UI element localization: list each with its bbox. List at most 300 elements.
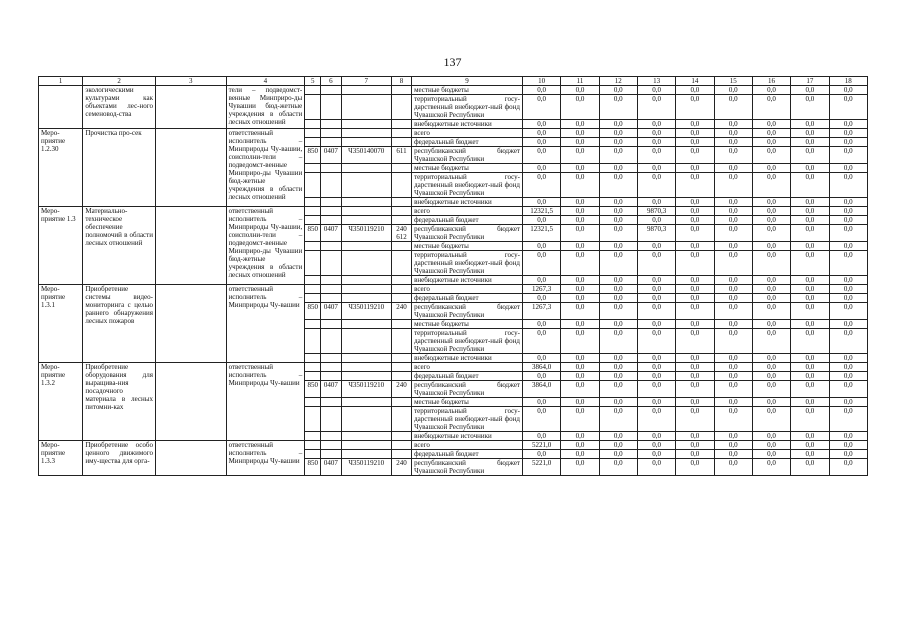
grbs-code-cell: [305, 207, 321, 216]
value-cell-year-12: 0,0: [599, 164, 637, 173]
expense-group-cell: [391, 285, 411, 294]
value-cell-year-10: 0,0: [523, 294, 561, 303]
funding-source-cell: внебюджетные источники: [412, 354, 523, 363]
target-article-cell: [341, 207, 391, 216]
value-cell-year-13: 0,0: [637, 216, 675, 225]
funding-source-cell: федеральный бюджет: [412, 294, 523, 303]
expense-group-cell: [391, 276, 411, 285]
value-cell-year-14: 0,0: [676, 216, 714, 225]
column-number-16: 16: [752, 77, 790, 86]
value-cell-year-15: 0,0: [714, 276, 752, 285]
grbs-code-cell: [305, 120, 321, 129]
value-cell-year-11: 0,0: [561, 216, 599, 225]
value-cell-year-11: 0,0: [561, 129, 599, 138]
value-cell-year-13: 0,0: [637, 147, 675, 164]
value-cell-year-15: 0,0: [714, 164, 752, 173]
program-link-cell: [155, 363, 226, 441]
value-cell-year-15: 0,0: [714, 320, 752, 329]
table-row: [39, 441, 868, 450]
value-cell-year-18: 0,0: [829, 329, 868, 354]
funding-source-cell: всего: [412, 285, 523, 294]
grbs-code-cell: [305, 86, 321, 95]
value-cell-year-10: 0,0: [523, 251, 561, 276]
value-cell-year-13: 0,0: [637, 95, 675, 120]
section-code-cell: [321, 432, 341, 441]
target-article-cell: [341, 372, 391, 381]
value-cell-year-15: 0,0: [714, 225, 752, 242]
section-code-cell: [321, 95, 341, 120]
value-cell-year-12: 0,0: [599, 407, 637, 432]
value-cell-year-13: 0,0: [637, 398, 675, 407]
value-cell-year-12: 0,0: [599, 441, 637, 450]
value-cell-year-11: 0,0: [561, 354, 599, 363]
value-cell-year-16: 0,0: [752, 407, 790, 432]
value-cell-year-13: 0,0: [637, 164, 675, 173]
value-cell-year-13: 0,0: [637, 450, 675, 459]
expense-group-cell: 611: [391, 147, 411, 164]
expense-group-cell: [391, 450, 411, 459]
value-cell-year-17: 0,0: [791, 459, 829, 476]
grbs-code-cell: [305, 450, 321, 459]
responsible-executor-cell: ответственный исполнитель – Минприроды Чу-вашии, соисполни-тели – подведомст-венные Минприро-ды Чувашии бюд-жетные учреждения в области лесных отношений: [226, 129, 305, 207]
value-cell-year-10: 0,0: [523, 95, 561, 120]
grbs-code-cell: [305, 363, 321, 372]
value-cell-year-16: 0,0: [752, 363, 790, 372]
value-cell-year-14: 0,0: [676, 198, 714, 207]
value-cell-year-16: 0,0: [752, 450, 790, 459]
value-cell-year-17: 0,0: [791, 129, 829, 138]
grbs-code-cell: [305, 216, 321, 225]
value-cell-year-11: 0,0: [561, 95, 599, 120]
target-article-cell: Ч350119210: [341, 381, 391, 398]
value-cell-year-15: 0,0: [714, 398, 752, 407]
value-cell-year-11: 0,0: [561, 432, 599, 441]
section-code-cell: [321, 450, 341, 459]
value-cell-year-10: 0,0: [523, 329, 561, 354]
value-cell-year-18: 0,0: [829, 225, 868, 242]
value-cell-year-10: 0,0: [523, 129, 561, 138]
target-article-cell: [341, 398, 391, 407]
value-cell-year-17: 0,0: [791, 95, 829, 120]
value-cell-year-12: 0,0: [599, 207, 637, 216]
section-code-cell: [321, 242, 341, 251]
funding-source-cell: внебюджетные источники: [412, 276, 523, 285]
value-cell-year-12: 0,0: [599, 285, 637, 294]
expense-group-cell: [391, 138, 411, 147]
grbs-code-cell: [305, 251, 321, 276]
value-cell-year-15: 0,0: [714, 120, 752, 129]
value-cell-year-13: 9870,3: [637, 225, 675, 242]
value-cell-year-11: 0,0: [561, 407, 599, 432]
section-code-cell: [321, 207, 341, 216]
grbs-code-cell: [305, 398, 321, 407]
value-cell-year-13: 0,0: [637, 129, 675, 138]
responsible-executor-cell: ответственный исполнитель – Минприроды Чу-вашии: [226, 363, 305, 441]
value-cell-year-14: 0,0: [676, 86, 714, 95]
responsible-executor-cell: ответственный исполнитель – Минприроды Чу-вашии: [226, 441, 305, 476]
program-link-cell: [155, 441, 226, 476]
value-cell-year-18: 0,0: [829, 207, 868, 216]
value-cell-year-14: 0,0: [676, 303, 714, 320]
value-cell-year-16: 0,0: [752, 198, 790, 207]
value-cell-year-13: 0,0: [637, 407, 675, 432]
value-cell-year-14: 0,0: [676, 329, 714, 354]
section-code-cell: [321, 398, 341, 407]
event-number-cell: Меро-приятие 1.3.3: [39, 441, 83, 476]
column-number-17: 17: [791, 77, 829, 86]
value-cell-year-13: 0,0: [637, 173, 675, 198]
target-article-cell: [341, 285, 391, 294]
value-cell-year-12: 0,0: [599, 147, 637, 164]
grbs-code-cell: [305, 329, 321, 354]
responsible-executor-cell: ответственный исполнитель – Минприроды Чу-вашии, соисполни-тели – подведомст-венные Минприро-ды Чувашии бюд-жетные учреждения в области лесных отношений: [226, 207, 305, 285]
value-cell-year-17: 0,0: [791, 242, 829, 251]
value-cell-year-14: 0,0: [676, 164, 714, 173]
funding-source-cell: территориальный госу-дарственный внебюджет-ный фонд Чувашской Республики: [412, 95, 523, 120]
target-article-cell: [341, 294, 391, 303]
value-cell-year-17: 0,0: [791, 285, 829, 294]
value-cell-year-16: 0,0: [752, 207, 790, 216]
funding-source-cell: федеральный бюджет: [412, 216, 523, 225]
target-article-cell: Ч350119210: [341, 303, 391, 320]
value-cell-year-17: 0,0: [791, 354, 829, 363]
value-cell-year-11: 0,0: [561, 329, 599, 354]
funding-source-cell: местные бюджеты: [412, 86, 523, 95]
funding-source-cell: республиканский бюджет Чувашской Республики: [412, 225, 523, 242]
target-article-cell: [341, 138, 391, 147]
value-cell-year-15: 0,0: [714, 441, 752, 450]
value-cell-year-18: 0,0: [829, 303, 868, 320]
funding-source-cell: территориальный госу-дарственный внебюджет-ный фонд Чувашской Республики: [412, 251, 523, 276]
value-cell-year-18: 0,0: [829, 138, 868, 147]
grbs-code-cell: [305, 129, 321, 138]
value-cell-year-14: 0,0: [676, 207, 714, 216]
value-cell-year-15: 0,0: [714, 207, 752, 216]
value-cell-year-18: 0,0: [829, 432, 868, 441]
value-cell-year-15: 0,0: [714, 294, 752, 303]
value-cell-year-17: 0,0: [791, 398, 829, 407]
value-cell-year-17: 0,0: [791, 164, 829, 173]
value-cell-year-11: 0,0: [561, 86, 599, 95]
value-cell-year-18: 0,0: [829, 381, 868, 398]
value-cell-year-12: 0,0: [599, 294, 637, 303]
value-cell-year-16: 0,0: [752, 120, 790, 129]
funding-source-cell: всего: [412, 129, 523, 138]
value-cell-year-18: 0,0: [829, 198, 868, 207]
grbs-code-cell: [305, 198, 321, 207]
value-cell-year-10: 0,0: [523, 320, 561, 329]
value-cell-year-12: 0,0: [599, 450, 637, 459]
section-code-cell: [321, 276, 341, 285]
column-number-1: 1: [39, 77, 83, 86]
expense-group-cell: [391, 173, 411, 198]
table-body: [39, 86, 868, 476]
value-cell-year-15: 0,0: [714, 198, 752, 207]
value-cell-year-12: 0,0: [599, 138, 637, 147]
value-cell-year-10: 0,0: [523, 86, 561, 95]
value-cell-year-13: 0,0: [637, 441, 675, 450]
value-cell-year-14: 0,0: [676, 363, 714, 372]
event-name-cell: Материально-техническое обеспечение полномочий в области лесных отношений: [83, 207, 156, 285]
section-code-cell: [321, 354, 341, 363]
value-cell-year-12: 0,0: [599, 303, 637, 320]
section-code-cell: [321, 164, 341, 173]
value-cell-year-14: 0,0: [676, 407, 714, 432]
funding-source-cell: всего: [412, 207, 523, 216]
value-cell-year-15: 0,0: [714, 251, 752, 276]
expense-group-cell: [391, 432, 411, 441]
grbs-code-cell: 850: [305, 381, 321, 398]
expense-group-cell: [391, 372, 411, 381]
value-cell-year-17: 0,0: [791, 407, 829, 432]
target-article-cell: [341, 432, 391, 441]
grbs-code-cell: [305, 285, 321, 294]
funding-source-cell: местные бюджеты: [412, 398, 523, 407]
target-article-cell: [341, 242, 391, 251]
value-cell-year-12: 0,0: [599, 242, 637, 251]
section-code-cell: [321, 198, 341, 207]
event-number-cell: [39, 86, 83, 129]
section-code-cell: 0407: [321, 147, 341, 164]
value-cell-year-17: 0,0: [791, 432, 829, 441]
column-number-3: 3: [155, 77, 226, 86]
section-code-cell: [321, 285, 341, 294]
expense-group-cell: [391, 198, 411, 207]
value-cell-year-10: 0,0: [523, 432, 561, 441]
value-cell-year-10: 1267,3: [523, 303, 561, 320]
grbs-code-cell: [305, 320, 321, 329]
funding-source-cell: республиканский бюджет Чувашской Республики: [412, 459, 523, 476]
section-code-cell: [321, 363, 341, 372]
column-number-15: 15: [714, 77, 752, 86]
table-row: [39, 86, 868, 95]
grbs-code-cell: [305, 164, 321, 173]
section-code-cell: [321, 129, 341, 138]
value-cell-year-10: 0,0: [523, 216, 561, 225]
value-cell-year-14: 0,0: [676, 372, 714, 381]
value-cell-year-11: 0,0: [561, 459, 599, 476]
value-cell-year-17: 0,0: [791, 320, 829, 329]
value-cell-year-17: 0,0: [791, 86, 829, 95]
value-cell-year-12: 0,0: [599, 276, 637, 285]
value-cell-year-13: 0,0: [637, 354, 675, 363]
value-cell-year-18: 0,0: [829, 129, 868, 138]
funding-source-cell: внебюджетные источники: [412, 198, 523, 207]
grbs-code-cell: [305, 173, 321, 198]
value-cell-year-16: 0,0: [752, 147, 790, 164]
value-cell-year-16: 0,0: [752, 372, 790, 381]
value-cell-year-14: 0,0: [676, 147, 714, 164]
value-cell-year-15: 0,0: [714, 129, 752, 138]
grbs-code-cell: 850: [305, 225, 321, 242]
funding-source-cell: местные бюджеты: [412, 164, 523, 173]
value-cell-year-17: 0,0: [791, 276, 829, 285]
value-cell-year-16: 0,0: [752, 216, 790, 225]
value-cell-year-16: 0,0: [752, 173, 790, 198]
value-cell-year-11: 0,0: [561, 207, 599, 216]
value-cell-year-13: 0,0: [637, 198, 675, 207]
value-cell-year-11: 0,0: [561, 120, 599, 129]
value-cell-year-18: 0,0: [829, 441, 868, 450]
value-cell-year-14: 0,0: [676, 459, 714, 476]
section-code-cell: [321, 86, 341, 95]
value-cell-year-11: 0,0: [561, 372, 599, 381]
value-cell-year-17: 0,0: [791, 173, 829, 198]
section-code-cell: 0407: [321, 381, 341, 398]
expense-group-cell: [391, 329, 411, 354]
value-cell-year-17: 0,0: [791, 441, 829, 450]
value-cell-year-18: 0,0: [829, 216, 868, 225]
value-cell-year-16: 0,0: [752, 354, 790, 363]
value-cell-year-11: 0,0: [561, 363, 599, 372]
value-cell-year-12: 0,0: [599, 398, 637, 407]
section-code-cell: [321, 372, 341, 381]
value-cell-year-15: 0,0: [714, 285, 752, 294]
event-name-cell: Приобретение особо ценного движимого иму-щества для орга-: [83, 441, 156, 476]
grbs-code-cell: [305, 441, 321, 450]
grbs-code-cell: [305, 372, 321, 381]
expense-group-cell: 240: [391, 459, 411, 476]
value-cell-year-10: 0,0: [523, 138, 561, 147]
value-cell-year-11: 0,0: [561, 294, 599, 303]
grbs-code-cell: [305, 95, 321, 120]
expense-group-cell: 240: [391, 381, 411, 398]
expense-group-cell: [391, 164, 411, 173]
target-article-cell: [341, 354, 391, 363]
event-name-cell: Прочистка про-сек: [83, 129, 156, 207]
expense-group-cell: [391, 120, 411, 129]
value-cell-year-15: 0,0: [714, 173, 752, 198]
value-cell-year-14: 0,0: [676, 432, 714, 441]
value-cell-year-10: 0,0: [523, 354, 561, 363]
target-article-cell: [341, 129, 391, 138]
value-cell-year-16: 0,0: [752, 276, 790, 285]
expense-group-cell: 240: [391, 303, 411, 320]
value-cell-year-14: 0,0: [676, 441, 714, 450]
value-cell-year-11: 0,0: [561, 398, 599, 407]
grbs-code-cell: 850: [305, 459, 321, 476]
funding-source-cell: республиканский бюджет Чувашской Республики: [412, 303, 523, 320]
value-cell-year-16: 0,0: [752, 432, 790, 441]
target-article-cell: [341, 251, 391, 276]
value-cell-year-16: 0,0: [752, 129, 790, 138]
value-cell-year-10: 0,0: [523, 450, 561, 459]
value-cell-year-13: 0,0: [637, 432, 675, 441]
value-cell-year-16: 0,0: [752, 320, 790, 329]
value-cell-year-15: 0,0: [714, 381, 752, 398]
value-cell-year-10: 0,0: [523, 398, 561, 407]
column-number-12: 12: [599, 77, 637, 86]
value-cell-year-16: 0,0: [752, 86, 790, 95]
table-row: [39, 207, 868, 216]
value-cell-year-16: 0,0: [752, 398, 790, 407]
value-cell-year-18: 0,0: [829, 450, 868, 459]
value-cell-year-12: 0,0: [599, 329, 637, 354]
value-cell-year-17: 0,0: [791, 329, 829, 354]
value-cell-year-16: 0,0: [752, 329, 790, 354]
value-cell-year-18: 0,0: [829, 459, 868, 476]
section-code-cell: 0407: [321, 459, 341, 476]
value-cell-year-11: 0,0: [561, 242, 599, 251]
value-cell-year-10: 3864,0: [523, 363, 561, 372]
expense-group-cell: [391, 129, 411, 138]
section-code-cell: [321, 138, 341, 147]
value-cell-year-12: 0,0: [599, 459, 637, 476]
value-cell-year-13: 0,0: [637, 459, 675, 476]
value-cell-year-14: 0,0: [676, 95, 714, 120]
target-article-cell: Ч350119210: [341, 225, 391, 242]
section-code-cell: [321, 441, 341, 450]
expense-group-cell: [391, 207, 411, 216]
value-cell-year-13: 0,0: [637, 242, 675, 251]
column-number-9: 9: [412, 77, 523, 86]
table-row: [39, 129, 868, 138]
funding-source-cell: федеральный бюджет: [412, 372, 523, 381]
program-link-cell: [155, 285, 226, 363]
value-cell-year-11: 0,0: [561, 320, 599, 329]
column-number-row: [39, 77, 868, 86]
event-number-cell: Меро-приятие 1.3: [39, 207, 83, 285]
budget-table: [38, 76, 868, 476]
value-cell-year-10: 0,0: [523, 164, 561, 173]
value-cell-year-18: 0,0: [829, 147, 868, 164]
value-cell-year-11: 0,0: [561, 138, 599, 147]
value-cell-year-13: 0,0: [637, 372, 675, 381]
funding-source-cell: республиканский бюджет Чувашской Республики: [412, 147, 523, 164]
value-cell-year-15: 0,0: [714, 138, 752, 147]
value-cell-year-12: 0,0: [599, 86, 637, 95]
value-cell-year-16: 0,0: [752, 138, 790, 147]
value-cell-year-15: 0,0: [714, 86, 752, 95]
responsible-executor-cell: тели – подведомст-венные Минприро-ды Чувашии бюд-жетные учреждения в области лесных отношений: [226, 86, 305, 129]
column-number-8: 8: [391, 77, 411, 86]
column-number-4: 4: [226, 77, 305, 86]
target-article-cell: [341, 329, 391, 354]
section-code-cell: [321, 173, 341, 198]
value-cell-year-14: 0,0: [676, 354, 714, 363]
value-cell-year-11: 0,0: [561, 303, 599, 320]
value-cell-year-16: 0,0: [752, 303, 790, 320]
value-cell-year-10: 1267,3: [523, 285, 561, 294]
grbs-code-cell: [305, 138, 321, 147]
value-cell-year-15: 0,0: [714, 407, 752, 432]
target-article-cell: [341, 120, 391, 129]
value-cell-year-12: 0,0: [599, 320, 637, 329]
column-number-11: 11: [561, 77, 599, 86]
value-cell-year-16: 0,0: [752, 242, 790, 251]
target-article-cell: Ч350119210: [341, 459, 391, 476]
target-article-cell: [341, 164, 391, 173]
value-cell-year-11: 0,0: [561, 450, 599, 459]
value-cell-year-18: 0,0: [829, 86, 868, 95]
value-cell-year-17: 0,0: [791, 147, 829, 164]
value-cell-year-14: 0,0: [676, 320, 714, 329]
value-cell-year-10: 0,0: [523, 276, 561, 285]
value-cell-year-16: 0,0: [752, 285, 790, 294]
value-cell-year-16: 0,0: [752, 95, 790, 120]
section-code-cell: [321, 216, 341, 225]
grbs-code-cell: [305, 407, 321, 432]
value-cell-year-15: 0,0: [714, 450, 752, 459]
value-cell-year-10: 5221,0: [523, 441, 561, 450]
value-cell-year-18: 0,0: [829, 173, 868, 198]
value-cell-year-14: 0,0: [676, 251, 714, 276]
value-cell-year-13: 0,0: [637, 329, 675, 354]
event-name-cell: Приобретение оборудования для выращива-ния посадочного материала в лесных питомни-ках: [83, 363, 156, 441]
value-cell-year-13: 0,0: [637, 285, 675, 294]
expense-group-cell: [391, 242, 411, 251]
value-cell-year-10: 5221,0: [523, 459, 561, 476]
